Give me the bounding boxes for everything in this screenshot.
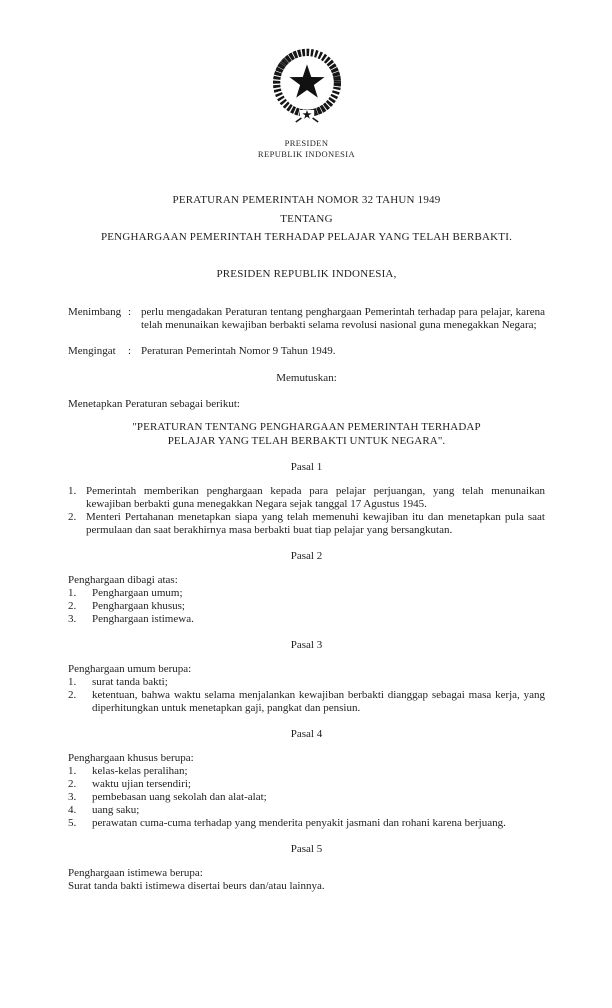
article-pasal-4: [68, 728, 545, 830]
article-intro: Penghargaan umum berupa:: [68, 662, 192, 675]
enacted-title-quote: [68, 420, 545, 448]
item-number: 3.: [68, 790, 77, 803]
item-text: Penghargaan khusus;: [92, 599, 185, 612]
item-text: kelas-kelas peralihan;: [92, 764, 188, 777]
quote-line-2: PELAJAR YANG TELAH BERBAKTI UNTUK NEGARA".: [167, 434, 446, 447]
item-text: uang saku;: [92, 803, 140, 816]
mengingat-colon: :: [128, 344, 132, 357]
letterhead-republik-indonesia: REPUBLIK INDONESIA: [257, 148, 356, 159]
item-text: Penghargaan istimewa.: [92, 612, 194, 625]
list-item: [68, 511, 545, 537]
letterhead-presiden: PRESIDEN: [284, 138, 329, 148]
item-number: 2.: [68, 599, 77, 612]
quote-line-1: "PERATURAN TENTANG PENGHARGAAN PEMERINTAH TERHADAP: [132, 420, 481, 433]
mengingat-text: Peraturan Pemerintah Nomor 9 Tahun 1949.: [141, 344, 336, 357]
regulation-title: [68, 191, 545, 247]
title-line-tentang: TENTANG: [280, 212, 333, 225]
list-item: [68, 804, 545, 817]
menimbang-text: perlu mengadakan Peraturan tentang penghargaan Pemerintah terhadap para pelajar, karena telah menunaikan kewajiban berbakti selama revolusi nasional guna menegakkan Negara;: [141, 305, 545, 331]
menimbang-row: [68, 306, 545, 332]
pasal-5-body: Surat tanda bakti istimewa disertai beurs dan/atau lainnya.: [68, 879, 325, 892]
memutuskan-heading: Memutuskan:: [276, 371, 337, 384]
article-pasal-2: [68, 550, 545, 626]
item-text: Pemerintah memberikan penghargaan kepada para pelajar perjuangan, yang telah menunaikan kewajiban berbakti guna menegakkan Negara sejak tanggal 17 Agustus 1945.: [86, 484, 545, 510]
item-number: 3.: [68, 612, 77, 625]
letterhead-text: [68, 138, 545, 159]
mengingat-label: Mengingat: [68, 344, 116, 357]
star-wreath-presidential-seal-icon: [267, 46, 347, 130]
item-number: 2.: [68, 510, 77, 523]
article-pasal-3: [68, 639, 545, 715]
list-item: [68, 817, 545, 830]
list-item: [68, 613, 545, 626]
mengingat-row: [68, 345, 545, 358]
list-item: [68, 689, 545, 715]
pasal-1-heading: Pasal 1: [290, 460, 323, 473]
item-number: 4.: [68, 803, 77, 816]
item-text: Penghargaan umum;: [92, 586, 183, 599]
pasal-5-heading: Pasal 5: [290, 842, 323, 855]
item-number: 1.: [68, 764, 77, 777]
list-item: [68, 485, 545, 511]
pasal-2-heading: Pasal 2: [290, 549, 323, 562]
item-text: ketentuan, bahwa waktu selama menjalankan kewajiban berbakti dianggap sebagai masa kerja, yang diperhitungkan untuk menetapkan gaji, pangkat dan pensiun.: [92, 688, 545, 714]
item-text: waktu ujian tersendiri;: [92, 777, 191, 790]
considerations: [68, 306, 545, 358]
article-pasal-5: [68, 843, 545, 893]
item-number: 1.: [68, 484, 77, 497]
list-item: [68, 791, 545, 804]
item-number: 2.: [68, 777, 77, 790]
item-number: 1.: [68, 586, 77, 599]
list-item: [68, 676, 545, 689]
opening-line: PRESIDEN REPUBLIK INDONESIA,: [216, 267, 397, 280]
list-item: [68, 765, 545, 778]
article-pasal-1: [68, 461, 545, 537]
article-intro: Penghargaan istimewa berupa:: [68, 866, 203, 879]
item-number: 5.: [68, 816, 77, 829]
article-intro: Penghargaan dibagi atas:: [68, 573, 178, 586]
item-text: pembebasan uang sekolah dan alat-alat;: [92, 790, 267, 803]
letterhead: [68, 0, 545, 159]
item-text: surat tanda bakti;: [92, 675, 168, 688]
pasal-4-heading: Pasal 4: [290, 727, 323, 740]
list-item: [68, 600, 545, 613]
item-number: 2.: [68, 688, 77, 701]
item-text: perawatan cuma-cuma terhadap yang menderita penyakit jasmani dan rohani karena berjuang.: [92, 816, 506, 829]
item-number: 1.: [68, 675, 77, 688]
pasal-3-heading: Pasal 3: [290, 638, 323, 651]
list-item: [68, 587, 545, 600]
menimbang-label: Menimbang: [68, 305, 122, 318]
list-item: [68, 778, 545, 791]
menetapkan-line: Menetapkan Peraturan sebagai berikut:: [68, 397, 240, 410]
item-text: Menteri Pertahanan menetapkan siapa yang telah memenuhi kewajiban itu dan menetapkan pula saat permulaan dan saat berakhirnya masa berbakti buat tiap pelajar yang bersangkutan.: [86, 510, 545, 536]
title-line-subject: PENGHARGAAN PEMERINTAH TERHADAP PELAJAR YANG TELAH BERBAKTI.: [100, 231, 513, 243]
menimbang-colon: :: [128, 305, 132, 318]
title-line-number: PERATURAN PEMERINTAH NOMOR 32 TAHUN 1949: [172, 194, 441, 206]
article-intro: Penghargaan khusus berupa:: [68, 751, 194, 764]
